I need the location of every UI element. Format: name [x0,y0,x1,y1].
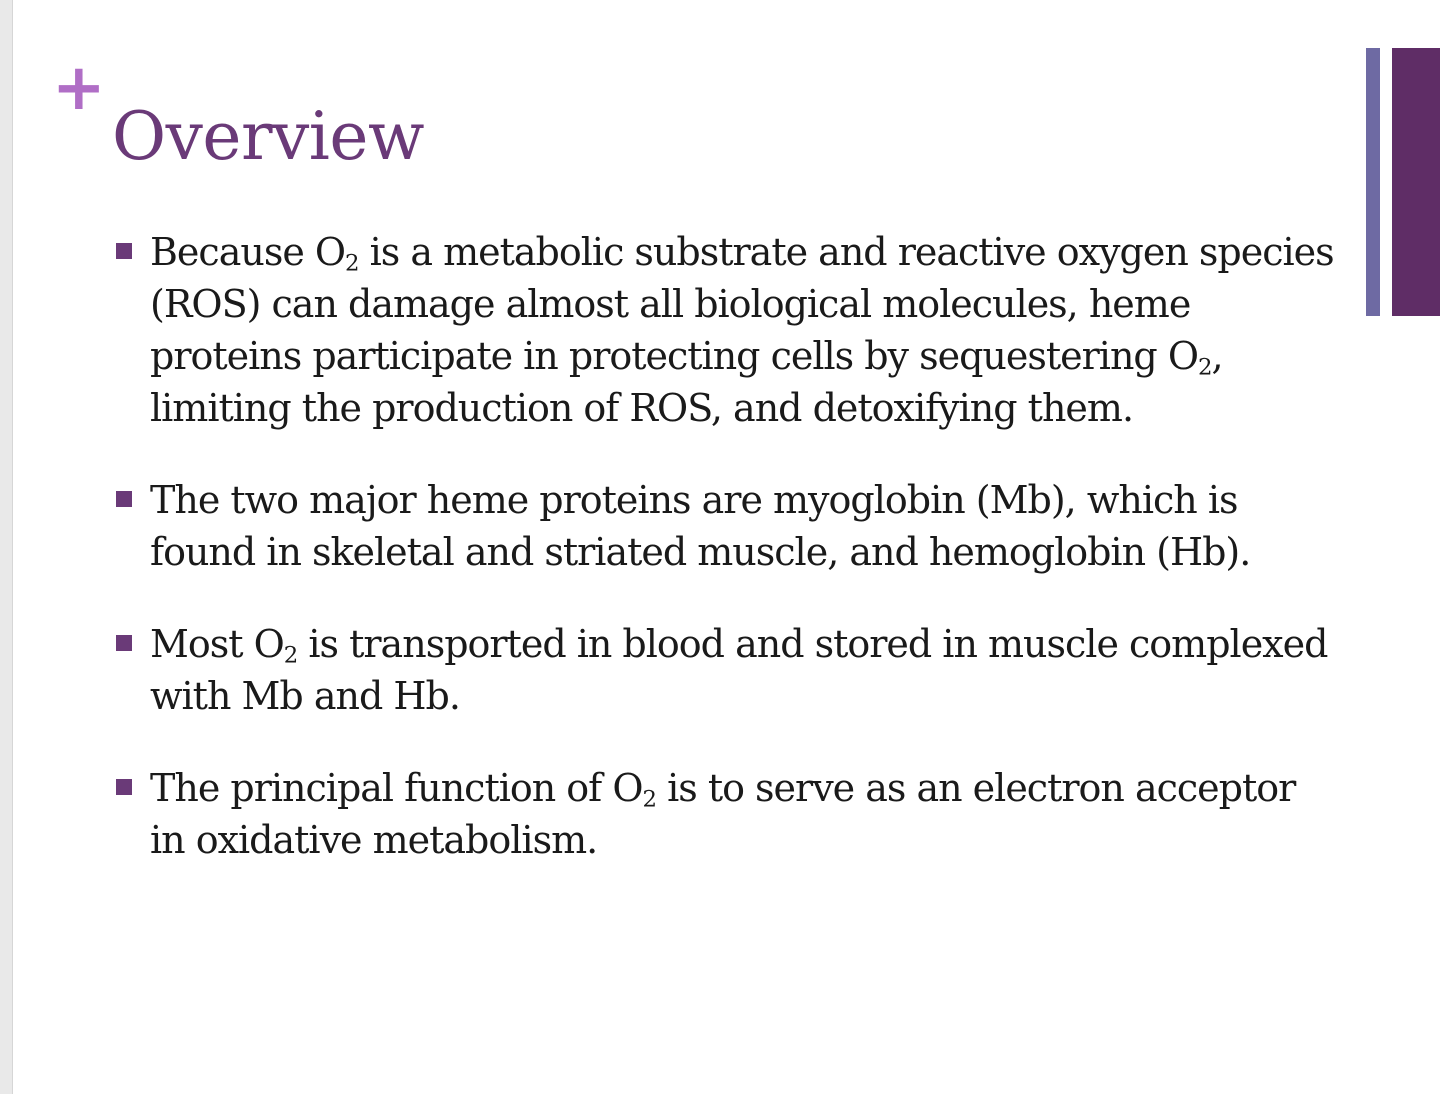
subscript-2: 2 [1198,354,1212,381]
bullet-text: The two major heme proteins are myoglobin (Mb), which is found in skeletal and striated muscle, and hemoglobin (Hb). [150,478,1251,574]
square-bullet-icon [116,243,132,259]
bullet-text-part: Because O [150,230,346,274]
slide-left-edge [0,0,13,1094]
bullet-text-part: The principal function of O [150,766,643,810]
square-bullet-icon [116,779,132,795]
bullet-item-oxygen-function [114,762,1334,866]
accent-bar-thin [1366,48,1380,316]
bullet-text-part: is a metabolic substrate and reactive oxygen species (ROS) can damage almost all biological molecules, heme proteins participate in protecting cells by sequestering O [150,230,1334,378]
bullet-list [114,226,1334,906]
bullet-text [150,230,1334,430]
bullet-text-part: is to serve as an electron acceptor in oxidative metabolism. [150,766,1296,862]
bullet-text-part: Most O [150,622,284,666]
bullet-text [150,766,1295,862]
accent-bar-thick [1392,48,1440,316]
bullet-item-oxygen-transport [114,618,1334,722]
bullet-text [150,622,1327,718]
square-bullet-icon [116,635,132,651]
subscript-2: 2 [642,786,656,813]
subscript-2: 2 [283,642,298,669]
bullet-text-part: is transported in blood and stored in muscle complexed with Mb and Hb. [150,622,1328,718]
slide-title: Overview [112,98,424,175]
plus-icon: + [52,51,106,125]
bullet-item-oxygen-protection [114,226,1334,434]
square-bullet-icon [116,491,132,507]
bullet-item-heme-proteins [114,474,1334,578]
subscript-2: 2 [345,250,359,277]
bullet-text-part: , limiting the production of ROS, and detoxifying them. [150,334,1223,430]
